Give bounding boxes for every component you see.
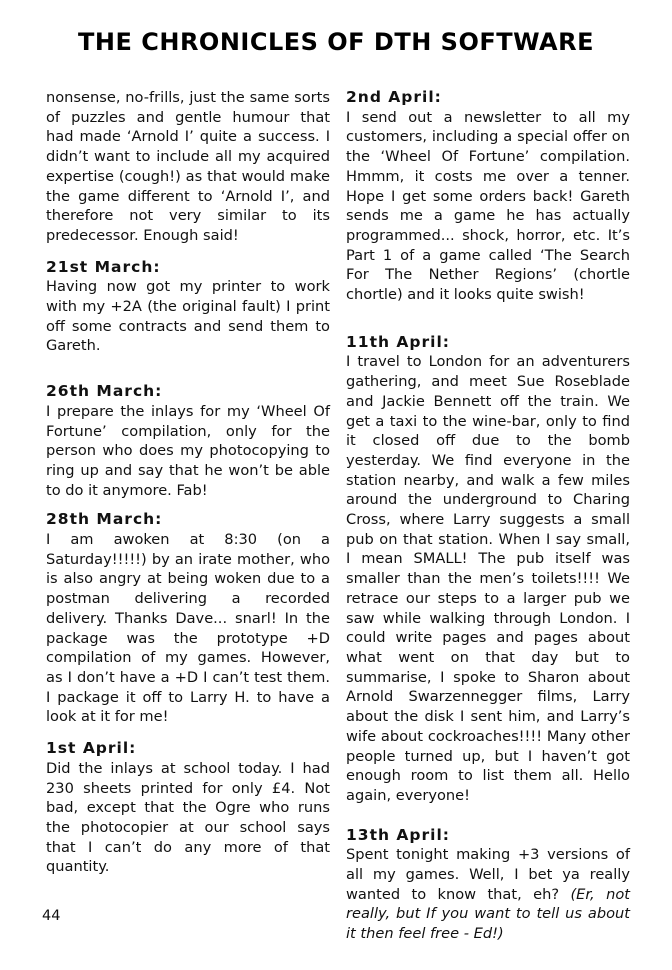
entry-text-main: Spent tonight making +3 versions of all my games. Well, I bet ya really wanted to know that, eh? — [346, 846, 630, 903]
entry-text — [346, 845, 630, 944]
diary-entry — [46, 510, 330, 727]
entry-date: 26th March: — [46, 382, 163, 401]
diary-entry — [46, 382, 330, 500]
editor-note: (Er, not really, but If you want to tell us about it then feel free - Ed!) — [346, 885, 630, 943]
diary-entry — [46, 739, 330, 877]
intro-paragraph: nonsense, no-frills, just the same sorts of puzzles and gentle humour that had made ‘Arnold I’ quite a success. I didn’t want to include all my acquired expertise (cough!) as that would make the game different to ‘Arnold I’, and therefore not very similar to its predecessor. Enough said! — [46, 89, 330, 244]
entry-text: I send out a newsletter to all my customers, including a special offer on the ‘Wheel Of Fortune’ compilation. Hmmm, it costs me over a tenner. Hope I get some orders back! Gareth sends me a game he has actually programmed... shock, horror, etc. It’s Part 1 of a game called ‘The Search For The Nether Regions’ (chortle chortle) and it looks quite swish! — [346, 108, 630, 304]
diary-entry — [346, 88, 630, 305]
entry-text: I travel to London for an adventurers gathering, and meet Sue Roseblade and Jackie Bennett off the train. We get a taxi to the wine-bar, only to find it closed off due to the bomb yesterday. We find everyone in the station nearby, and walk a few miles around the underground to Charing Cross, where Larry suggests a small pub on that station. When I say small, I mean SMALL! The pub itself was smaller than the men’s toilets!!!! We retrace our steps to a larger pub we saw while walking through London. I could write pages and pages about what went on that day but to summarise, I spoke to Sharon about Arnold Swarzennegger films, Larry about the disk I sent him, and Larry’s wife about cockroaches!!!! Many other people turned up, but I haven’t got enough room to list them all. Hello again, everyone! — [346, 353, 630, 804]
entry-date: 2nd April: — [346, 88, 442, 106]
page-number: 44 — [42, 908, 61, 924]
right-column — [346, 88, 630, 952]
diary-entry — [46, 258, 330, 357]
page-title: THE CHRONICLES OF DTH SOFTWARE — [78, 28, 594, 56]
entry-text: Did the inlays at school today. I had 230 sheets printed for only £4. Not bad, except that the Ogre who runs the photocopier at our school says that I can’t do any more of that quantity. — [46, 759, 330, 876]
entry-date: 13th April: — [346, 825, 450, 844]
left-column — [46, 88, 330, 885]
entry-date: 1st April: — [46, 739, 137, 758]
entry-date: 11th April: — [346, 332, 450, 351]
diary-entry — [346, 333, 630, 806]
entry-text: I am awoken at 8:30 (on a Saturday!!!!!) by an irate mother, who is also angry at being woken due to a postman delivering a recorded delivery. Thanks Dave... snarl! In the package was the prototype +D compilation of my games. However, as I don’t have a +D I can’t test them. I package it off to Larry H. to have a look at it for me! — [46, 531, 330, 726]
entry-text: Having now got my printer to work with my +2A (the original fault) I print off some contracts and send them to Gareth. — [46, 278, 330, 355]
entry-date: 21st March: — [46, 257, 161, 276]
entry-text: I prepare the inlays for my ‘Wheel Of Fortune’ compilation, only for the person who does my photocopying to ring up and say that he won’t be able to do it anymore. Fab! — [46, 402, 330, 499]
diary-entry — [346, 826, 630, 944]
entry-date: 28th March: — [46, 510, 163, 529]
